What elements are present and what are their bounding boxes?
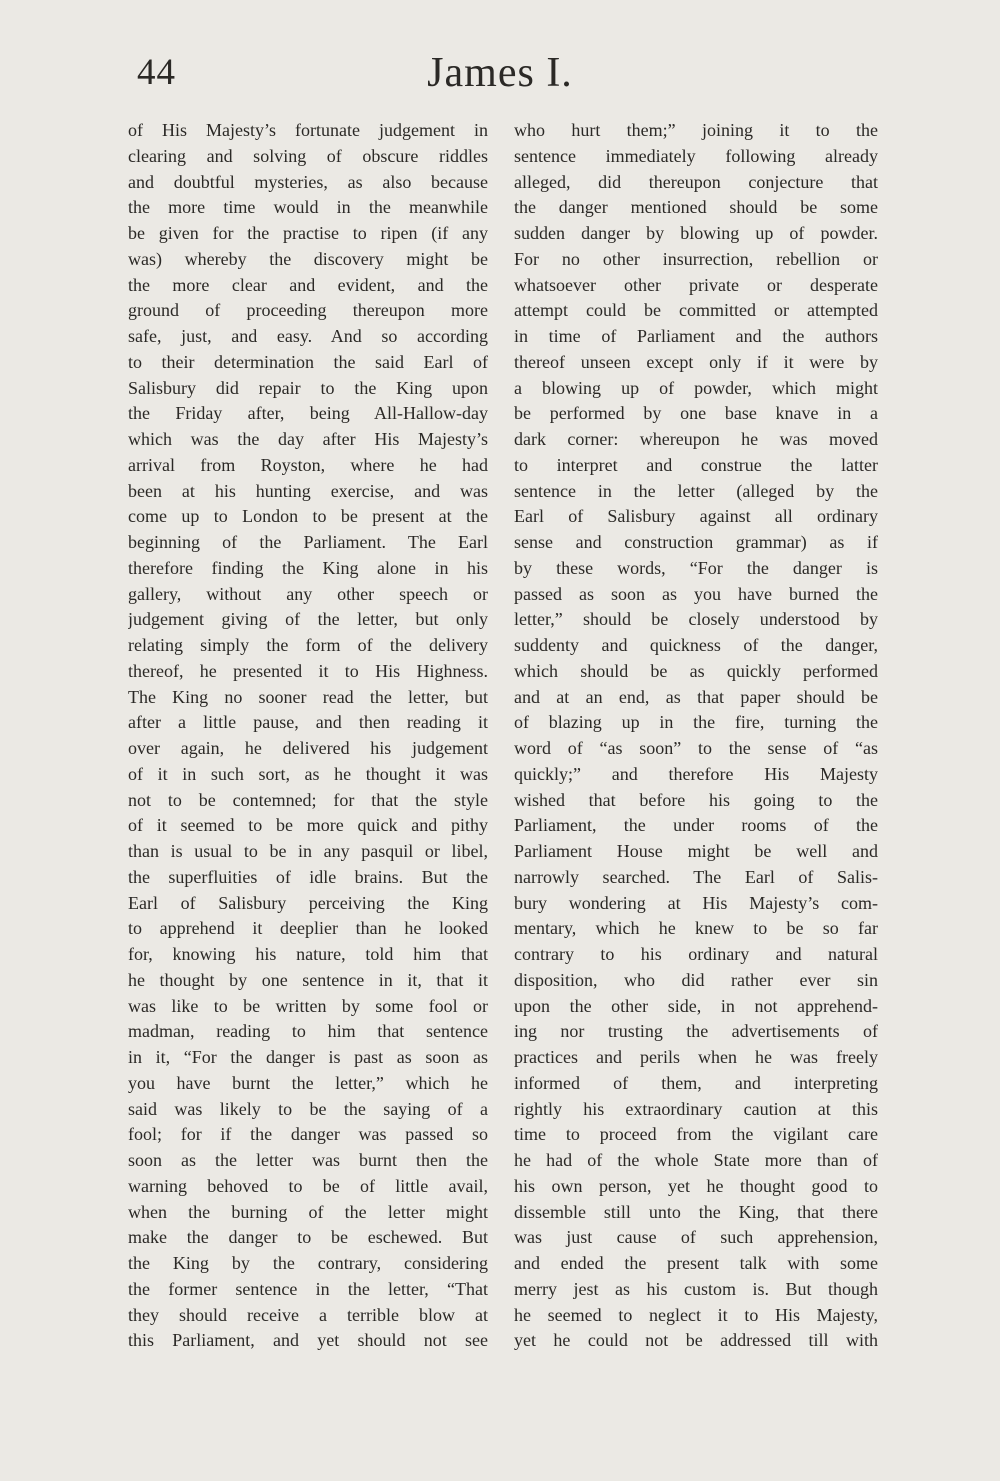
text-line: been at his hunting exercise, and was [128,480,488,501]
text-line: warning behoved to be of little avail, [128,1175,488,1196]
text-line: beginning of the Parliament. The Earl [128,532,488,552]
text-line: quickly;” and therefore His Majesty [514,763,878,784]
text-line: was like to be written by some fool or [128,995,488,1016]
text-line: safe, just, and easy. And so according [128,326,488,346]
text-line: rightly his extraordinary caution at this [514,1098,878,1119]
text-line: time to proceed from the vigilant care [514,1124,878,1145]
text-line: thereof, he presented it to His Highness. [128,660,488,681]
text-line: in time of Parliament and the authors [514,326,878,346]
text-line: attempt could be committed or attempted [514,300,878,321]
text-line: Parliament, the under rooms of the [514,815,878,836]
text-line: yet he could not be addressed till with [514,1330,878,1351]
left-text-column [128,118,488,1354]
text-line: therefore finding the King alone in his [128,557,488,578]
text-line: to apprehend it deeplier than he looked [128,918,488,939]
text-line: fool; for if the danger was passed so [128,1124,488,1145]
text-line: the former sentence in the letter, “That [128,1278,488,1299]
text-line: suddenty and quickness of the danger, [514,635,878,655]
text-line: disposition, who did rather ever sin [514,969,878,990]
text-line: mentary, which he knew to be so far [514,918,878,939]
text-line: Salisbury did repair to the King upon [128,377,488,398]
text-line: Earl of Salisbury perceiving the King [128,892,488,913]
text-line: be performed by one base knave in a [514,403,878,424]
text-line: the more time would in the meanwhile [128,197,488,218]
text-line: who hurt them;” joining it to the [514,120,878,140]
text-line: passed as soon as you have burned the [514,583,878,604]
text-line: relating simply the form of the delivery [128,635,488,655]
text-line: sudden danger by blowing up of powder. [514,223,878,243]
text-line: to their determination the said Earl of [128,351,488,372]
text-line: clearing and solving of obscure riddles [128,145,488,166]
text-line: merry jest as his custom is. But though [514,1278,878,1299]
text-line: letter,” should be closely understood by [514,609,878,630]
text-line: ing nor trusting the advertisements of [514,1021,878,1042]
text-line: informed of them, and interpreting [514,1072,878,1093]
text-line: contrary to his ordinary and natural [514,944,878,964]
text-line: of it in such sort, as he thought it was [128,763,488,784]
text-line: the danger mentioned should be some [514,197,878,218]
text-line: sentence in the letter (alleged by the [514,480,878,501]
text-line: than is usual to be in any pasquil or libel, [128,841,488,861]
text-line: practices and perils when he was freely [514,1047,878,1067]
text-line: bury wondering at His Majesty’s com- [514,892,878,913]
text-line: was) whereby the discovery might be [128,248,488,269]
text-line: thereof unseen except only if it were by [514,351,878,372]
text-line: his own person, yet he thought good to [514,1175,878,1196]
text-line: he had of the whole State more than of [514,1150,878,1170]
text-line: by these words, “For the danger is [514,557,878,578]
text-line: For no other insurrection, rebellion or [514,248,878,269]
page-number: 44 [137,52,176,93]
right-text-column [514,118,878,1354]
text-line: gallery, without any other speech or [128,583,488,604]
text-line: word of “as soon” to the sense of “as [514,738,878,758]
text-line: whatsoever other private or desperate [514,274,878,295]
text-line: the King by the contrary, considering [128,1253,488,1273]
text-line: of it seemed to be more quick and pithy [128,815,488,836]
text-line: not to be contemned; for that the style [128,789,488,810]
text-line: Earl of Salisbury against all ordinary [514,506,878,527]
text-line: he thought by one sentence in it, that it [128,969,488,990]
text-line: the superfluities of idle brains. But the [128,866,488,887]
text-line: dark corner: whereupon he was moved [514,429,878,449]
text-line: alleged, did thereupon conjecture that [514,171,878,192]
text-line: was just cause of such apprehension, [514,1227,878,1248]
running-title: James I. [427,50,573,96]
text-line: in it, “For the danger is past as soon as [128,1047,488,1067]
text-line: to interpret and construe the latter [514,454,878,475]
text-line: after a little pause, and then reading it [128,712,488,733]
text-line: and at an end, as that paper should be [514,686,878,707]
text-line: sentence immediately following already [514,145,878,166]
text-line: the more clear and evident, and the [128,274,488,295]
text-line: you have burnt the letter,” which he [128,1072,488,1093]
text-line: a blowing up of powder, which might [514,377,878,398]
text-line: he seemed to neglect it to His Majesty, [514,1304,878,1325]
text-line: dissemble still unto the King, that there [514,1201,878,1222]
text-line: narrowly searched. The Earl of Salis- [514,866,878,887]
text-line: soon as the letter was burnt then the [128,1150,488,1170]
text-line: sense and construction grammar) as if [514,532,878,552]
text-line: of blazing up in the fire, turning the [514,712,878,733]
text-line: The King no sooner read the letter, but [128,686,488,707]
text-line: be given for the practise to ripen (if any [128,223,488,243]
text-line: and doubtful mysteries, as also because [128,171,488,192]
text-line: this Parliament, and yet should not see [128,1330,488,1351]
text-line: the Friday after, being All-Hallow-day [128,403,488,424]
text-line: over again, he delivered his judgement [128,738,488,758]
text-line: make the danger to be eschewed. But [128,1227,488,1248]
text-line: which was the day after His Majesty’s [128,429,488,449]
text-line: for, knowing his nature, told him that [128,944,488,964]
text-line: they should receive a terrible blow at [128,1304,488,1325]
text-line: said was likely to be the saying of a [128,1098,488,1119]
text-line: come up to London to be present at the [128,506,488,527]
text-line: ground of proceeding thereupon more [128,300,488,321]
text-line: arrival from Royston, where he had [128,454,488,475]
text-line: judgement giving of the letter, but only [128,609,488,630]
text-line: Parliament House might be well and [514,841,878,861]
text-line: of His Majesty’s fortunate judgement in [128,120,488,140]
text-line: and ended the present talk with some [514,1253,878,1273]
text-line: madman, reading to him that sentence [128,1021,488,1042]
text-line: which should be as quickly performed [514,660,878,681]
text-line: upon the other side, in not apprehend- [514,995,878,1016]
text-line: wished that before his going to the [514,789,878,810]
text-line: when the burning of the letter might [128,1201,488,1222]
